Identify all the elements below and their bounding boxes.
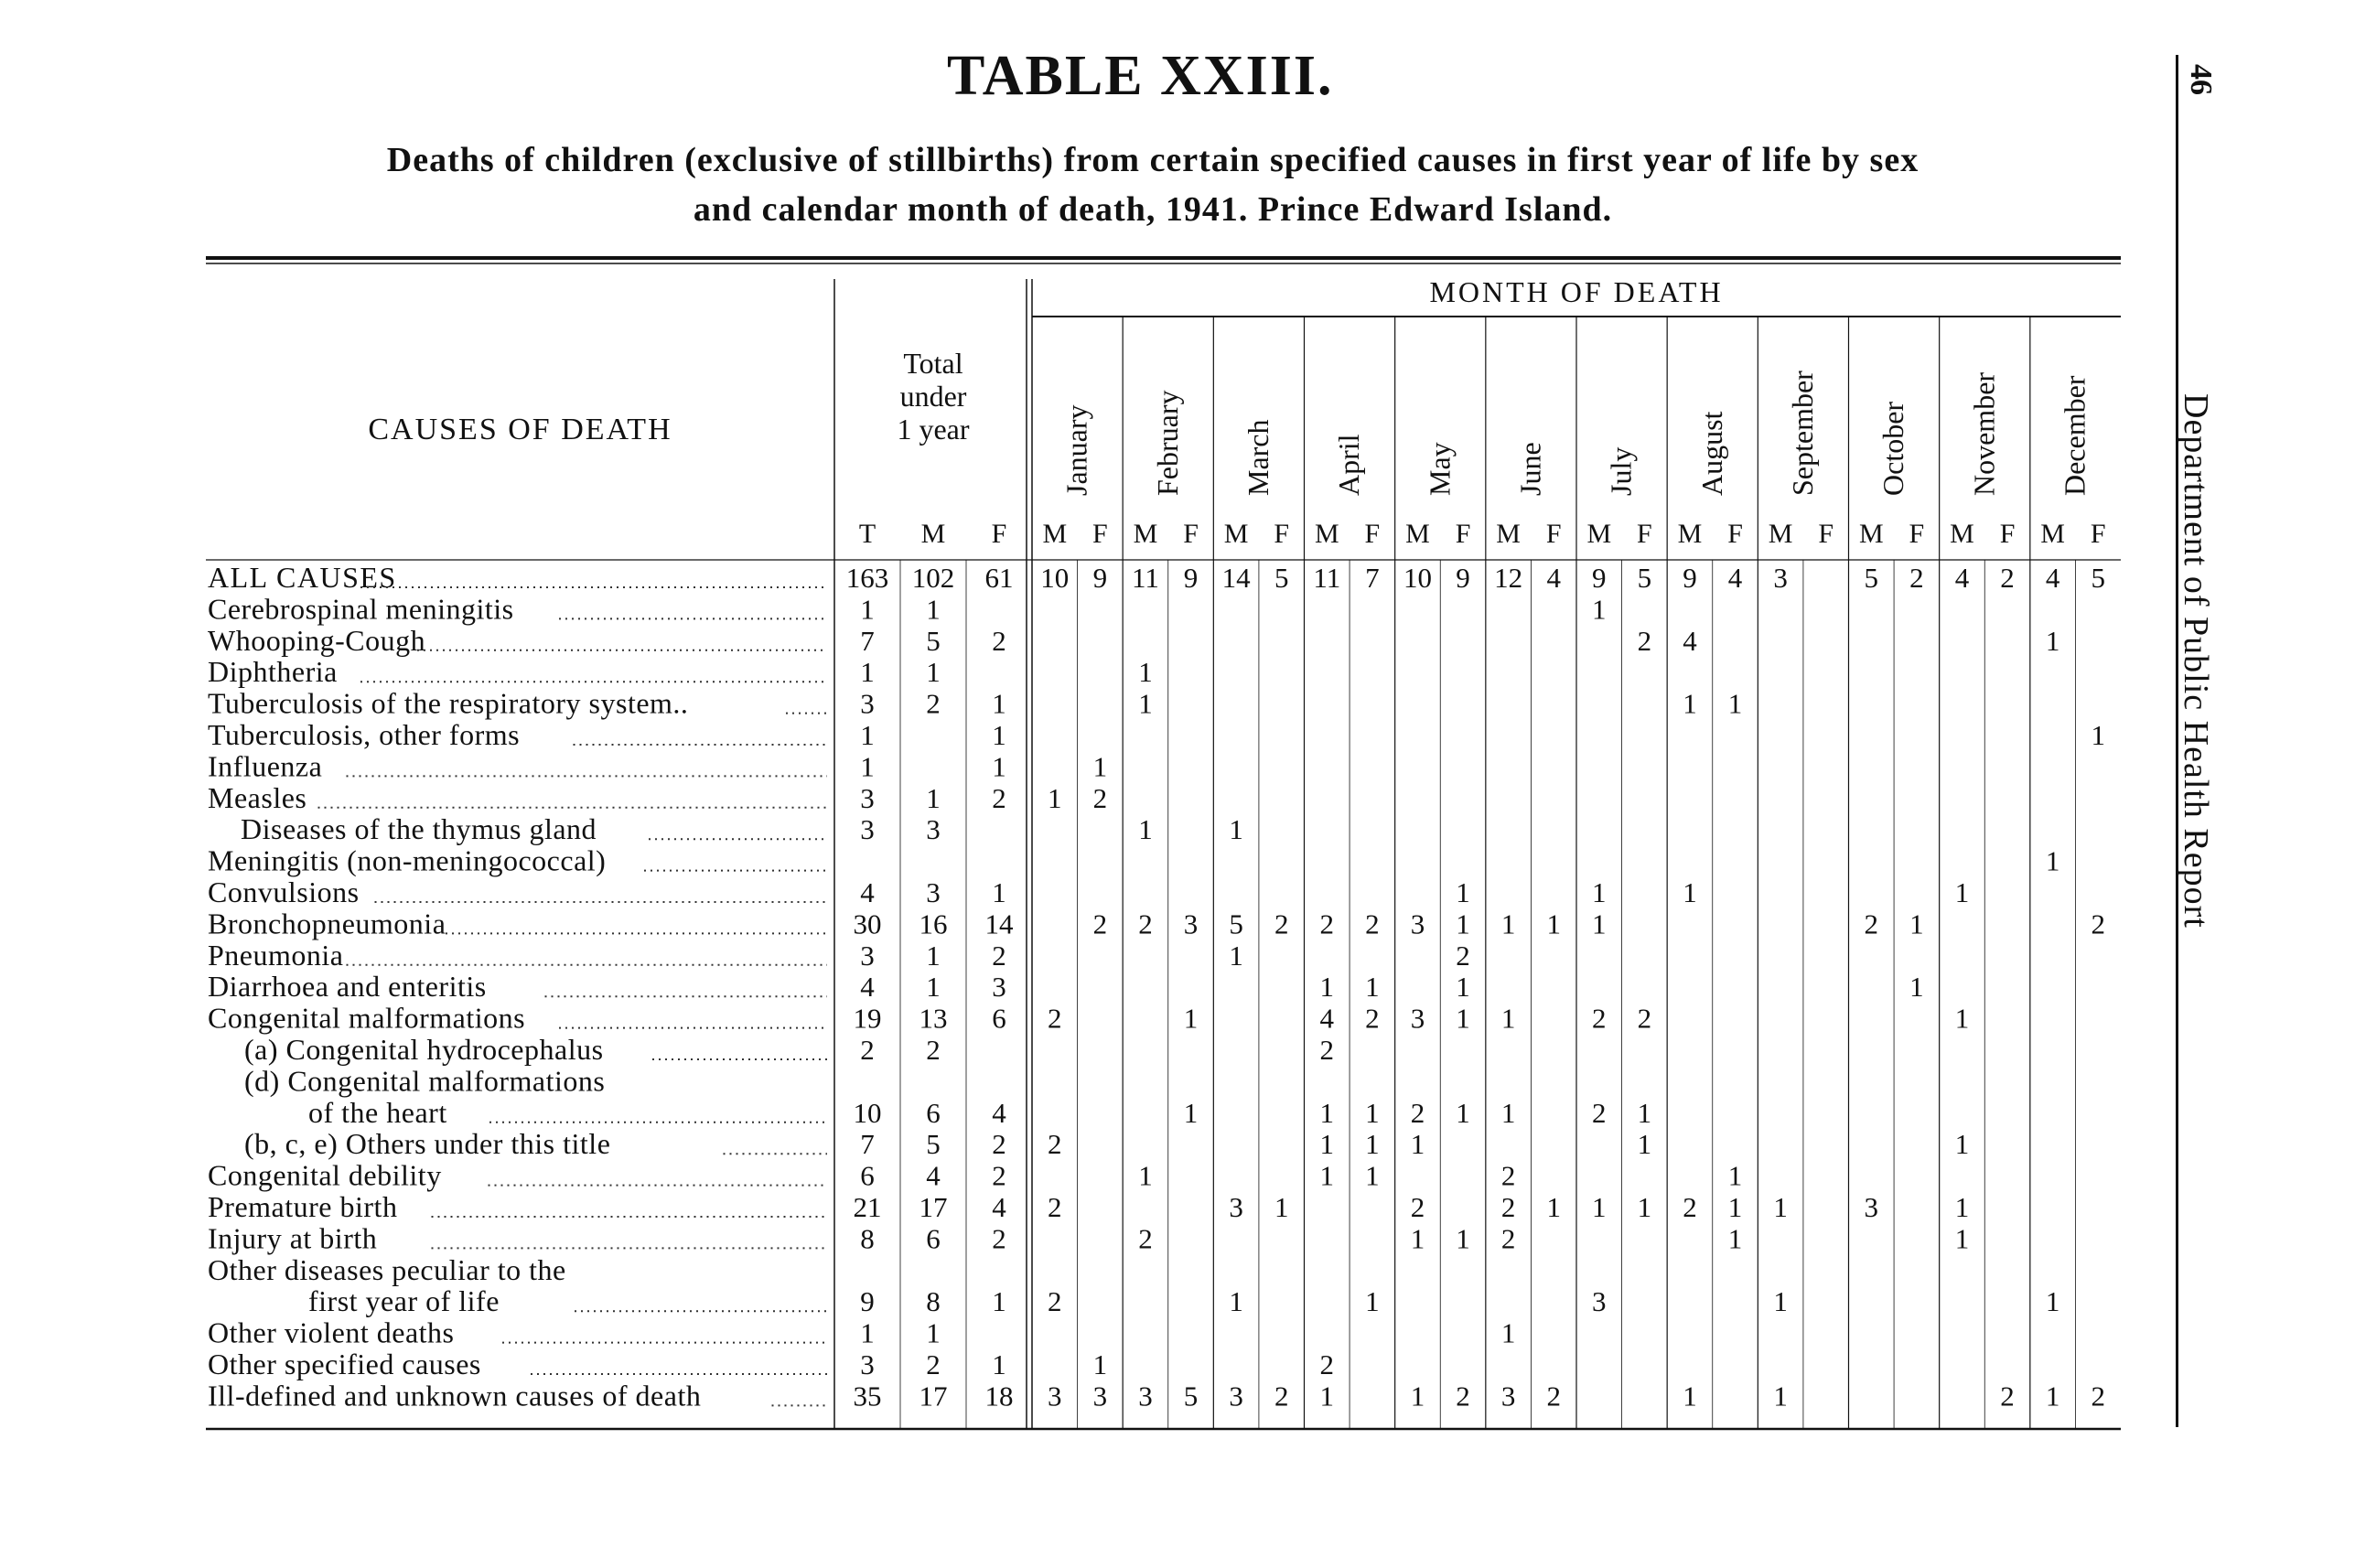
table-cell: 2 <box>926 687 941 720</box>
cause-label: Convulsions <box>208 875 360 908</box>
table-cell: 102 <box>911 562 955 594</box>
table-cell: 5 <box>1183 1380 1199 1412</box>
month-header-june: June <box>1513 442 1547 496</box>
table-cell: 1 <box>1229 1285 1243 1318</box>
table-cell: 5 <box>926 1128 941 1161</box>
table-cell: 6 <box>926 1222 941 1255</box>
table-cell: 30 <box>853 908 882 940</box>
table-cell: 18 <box>984 1380 1014 1412</box>
table-cell: 1 <box>860 719 875 751</box>
table-cell: 1 <box>1727 1222 1743 1255</box>
table-cell: 8 <box>860 1222 875 1255</box>
table-cell: 3 <box>860 939 875 972</box>
table-cell: 2 <box>860 1034 875 1066</box>
month-header-april: April <box>1332 434 1366 496</box>
subtitle-line-1: Deaths of children (exclusive of stillbirths) from certain specified causes in first year of life by sex <box>386 141 1919 179</box>
table-cell: 61 <box>984 562 1014 594</box>
table-cell: 17 <box>919 1380 948 1412</box>
table-cell: 1 <box>1365 1159 1380 1192</box>
table-cell: 1 <box>1773 1285 1788 1318</box>
month-header-october: October <box>1876 401 1910 496</box>
table-cell: 1 <box>1319 1380 1335 1412</box>
table-cell: 1 <box>1092 1348 1108 1380</box>
table-cell: 1 <box>1410 1222 1425 1255</box>
table-cell: 2 <box>1637 1002 1652 1035</box>
table-cell: 2 <box>1048 1002 1062 1035</box>
table-cell: 9 <box>1683 562 1697 594</box>
table-cell: 1 <box>1546 908 1561 940</box>
table-cell: 11 <box>1132 562 1159 594</box>
table-cell: 1 <box>992 1348 1006 1380</box>
month-sex-label: M <box>1768 519 1793 549</box>
table-cell: 1 <box>926 656 941 689</box>
cause-label: Tuberculosis of the respiratory system.. <box>208 686 689 720</box>
month-sex-label: M <box>2040 519 2065 549</box>
cause-label: Diphtheria <box>208 655 338 689</box>
table-cell: 2 <box>1138 908 1153 940</box>
table-cell: 2 <box>1319 1034 1335 1066</box>
table-cell: 4 <box>1727 562 1743 594</box>
table-cell: 1 <box>1092 750 1108 783</box>
table-cell: 1 <box>1683 876 1697 908</box>
table-cell: 1 <box>860 593 875 626</box>
cause-label: Other diseases peculiar to the <box>208 1252 566 1286</box>
table-cell: 3 <box>860 1348 875 1380</box>
table-cell: 1 <box>1456 1002 1470 1035</box>
table-cell: 9 <box>1592 562 1607 594</box>
table-cell: 1 <box>1456 876 1470 908</box>
table-cell: 1 <box>1319 971 1335 1004</box>
table-cell: 1 <box>1456 971 1470 1004</box>
table-cell: 2 <box>2091 908 2105 940</box>
table-cell: 1 <box>992 687 1006 720</box>
table-cell: 2 <box>926 1034 941 1066</box>
table-cell: 1 <box>926 593 941 626</box>
month-sex-label: M <box>1950 519 1974 549</box>
table-cell: 1 <box>1954 1191 1970 1223</box>
cause-label: Measles <box>208 780 307 814</box>
table-cell: 1 <box>1138 687 1153 720</box>
table-cell: 1 <box>2045 1380 2060 1412</box>
cause-label: Premature birth <box>208 1190 398 1223</box>
table-cell: 1 <box>1319 1128 1335 1161</box>
table-cell: 1 <box>1365 1285 1380 1318</box>
table-cell: 1 <box>1183 1002 1199 1035</box>
cause-label: (b, c, e) Others under this title <box>244 1127 611 1161</box>
table-cell: 2 <box>2000 1380 2015 1412</box>
table-cell: 1 <box>1592 593 1607 626</box>
table-cell: 2 <box>1319 908 1335 940</box>
total-sex-label: F <box>991 519 1007 549</box>
table-cell: 1 <box>2045 844 2060 877</box>
table-cell: 3 <box>1864 1191 1879 1223</box>
table-cell: 6 <box>992 1002 1006 1035</box>
table-cell: 5 <box>926 624 941 657</box>
cause-label: Injury at birth <box>208 1221 378 1255</box>
cause-label: (a) Congenital hydrocephalus <box>244 1033 604 1066</box>
table-cell: 9 <box>1183 562 1199 594</box>
table-cell: 1 <box>1637 1191 1652 1223</box>
month-sex-label: M <box>1314 519 1339 549</box>
table-cell: 1 <box>2045 1285 2060 1318</box>
table-cell: 4 <box>2045 562 2060 594</box>
cause-label: Congenital malformations <box>208 1001 526 1035</box>
table-cell: 5 <box>1637 562 1652 594</box>
table-cell: 2 <box>1592 1096 1607 1129</box>
table-cell: 19 <box>853 1002 882 1035</box>
table-cell: 2 <box>1864 908 1879 940</box>
table-cell: 3 <box>1048 1380 1062 1412</box>
table-cell: 1 <box>860 750 875 783</box>
table-cell: 4 <box>1954 562 1970 594</box>
table-cell: 14 <box>1221 562 1251 594</box>
cause-label: Cerebrospinal meningitis <box>208 592 514 626</box>
table-cell: 1 <box>1592 876 1607 908</box>
table-cell: 10 <box>1403 562 1432 594</box>
month-sex-label: M <box>1858 519 1884 549</box>
table-cell: 13 <box>919 1002 948 1035</box>
table-cell: 3 <box>1773 562 1788 594</box>
table-cell: 1 <box>1954 1002 1970 1035</box>
table-cell: 1 <box>1637 1096 1652 1129</box>
table-cell: 1 <box>1592 1191 1607 1223</box>
table-cell: 2 <box>992 1159 1006 1192</box>
table-cell: 2 <box>1365 1002 1380 1035</box>
table-cell: 2 <box>992 1128 1006 1161</box>
table-cell: 3 <box>860 813 875 846</box>
table-cell: 1 <box>1500 1096 1516 1129</box>
table-cell: 1 <box>860 656 875 689</box>
table-cell: 4 <box>992 1096 1006 1129</box>
table-cell: 2 <box>1500 1222 1516 1255</box>
cause-label: Bronchopneumonia <box>208 907 446 940</box>
table-cell: 1 <box>1410 1128 1425 1161</box>
table-cell: 1 <box>1727 1159 1743 1192</box>
table-cell: 2 <box>992 781 1006 814</box>
table-cell: 4 <box>1319 1002 1335 1035</box>
table-cell: 3 <box>926 813 941 846</box>
table-cell: 3 <box>1183 908 1199 940</box>
table-cell: 3 <box>1410 908 1425 940</box>
table-cell: 1 <box>1954 876 1970 908</box>
cause-label: ALL CAUSES <box>208 561 397 594</box>
table-cell: 2 <box>1274 1380 1289 1412</box>
month-sex-label: F <box>1909 519 1925 549</box>
table-cell: 4 <box>1546 562 1561 594</box>
month-sex-label: M <box>1586 519 1612 549</box>
month-sex-label: F <box>2090 519 2106 549</box>
table-cell: 3 <box>1500 1380 1516 1412</box>
table-cell: 1 <box>1138 813 1153 846</box>
table-cell: 4 <box>860 971 875 1004</box>
table-cell: 12 <box>1494 562 1523 594</box>
table-cell: 1 <box>2045 624 2060 657</box>
table-cell: 21 <box>853 1191 882 1223</box>
table-cell: 3 <box>1229 1191 1243 1223</box>
table-cell: 2 <box>1410 1191 1425 1223</box>
table-cell: 2 <box>1319 1348 1335 1380</box>
table-cell: 1 <box>1637 1128 1652 1161</box>
table-cell: 2 <box>1456 1380 1470 1412</box>
table-cell: 3 <box>860 781 875 814</box>
month-sex-label: M <box>1405 519 1430 549</box>
table-cell: 1 <box>1365 971 1380 1004</box>
table-cell: 1 <box>1500 908 1516 940</box>
table-cell: 1 <box>992 750 1006 783</box>
table-cell: 163 <box>845 562 889 594</box>
table-cell: 3 <box>926 876 941 908</box>
table-cell: 1 <box>1500 1316 1516 1349</box>
table-cell: 17 <box>919 1191 948 1223</box>
page-number: 46 <box>2184 64 2218 95</box>
cause-label: Congenital debility <box>208 1158 442 1192</box>
month-sex-label: F <box>1364 519 1381 549</box>
table-cell: 1 <box>1773 1380 1788 1412</box>
table-cell: 1 <box>992 719 1006 751</box>
table-cell: 1 <box>1365 1096 1380 1129</box>
table-cell: 1 <box>1319 1096 1335 1129</box>
table-cell: 14 <box>984 908 1014 940</box>
table-cell: 1 <box>992 876 1006 908</box>
table-cell: 1 <box>1138 656 1153 689</box>
table-cell: 1 <box>1683 1380 1697 1412</box>
table-title: TABLE XXIII. <box>947 45 1334 107</box>
table-cell: 2 <box>1909 562 1924 594</box>
table-cell: 4 <box>1683 624 1697 657</box>
month-sex-label: M <box>1496 519 1521 549</box>
table-cell: 1 <box>1500 1002 1516 1035</box>
table-cell: 1 <box>1909 908 1924 940</box>
month-sex-label: M <box>1677 519 1703 549</box>
table-cell: 1 <box>1274 1191 1289 1223</box>
month-sex-label: F <box>1818 519 1834 549</box>
table-cell: 1 <box>926 1316 941 1349</box>
cause-label: of the heart <box>308 1095 447 1129</box>
table-cell: 1 <box>1456 1222 1470 1255</box>
month-header-july: July <box>1604 446 1638 496</box>
table-cell: 1 <box>1138 1159 1153 1192</box>
month-header-february: February <box>1150 390 1184 496</box>
month-sex-label: M <box>1042 519 1068 549</box>
table-cell: 2 <box>992 624 1006 657</box>
cause-label: Meningitis (non-meningococcal) <box>208 843 607 877</box>
table-cell: 1 <box>1456 1096 1470 1129</box>
table-cell: 1 <box>926 939 941 972</box>
table-cell: 2 <box>2000 562 2015 594</box>
table-cell: 8 <box>926 1285 941 1318</box>
month-sex-label: F <box>1274 519 1290 549</box>
table-cell: 1 <box>1954 1128 1970 1161</box>
table-cell: 1 <box>1773 1191 1788 1223</box>
table-cell: 9 <box>1456 562 1470 594</box>
month-header-august: August <box>1694 411 1728 496</box>
cause-label: Ill-defined and unknown causes of death <box>208 1379 702 1412</box>
table-cell: 1 <box>1954 1222 1970 1255</box>
table-cell: 2 <box>1546 1380 1561 1412</box>
table-cell: 5 <box>1864 562 1879 594</box>
table-cell: 2 <box>1092 781 1108 814</box>
cause-label: Other specified causes <box>208 1348 481 1380</box>
total-sex-label: M <box>920 519 946 549</box>
table-cell: 1 <box>1229 939 1243 972</box>
cause-label: Diarrhoea and enteritis <box>208 970 487 1004</box>
table-cell: 9 <box>1092 562 1108 594</box>
table-cell: 1 <box>992 1285 1006 1318</box>
cause-label: Other violent deaths <box>208 1316 455 1349</box>
table-cell: 5 <box>1274 562 1289 594</box>
table-cell: 1 <box>1683 687 1697 720</box>
table-cell: 2 <box>1637 624 1652 657</box>
cause-label: Diseases of the thymus gland <box>241 812 597 846</box>
month-sex-label: F <box>1092 519 1108 549</box>
table-cell: 1 <box>1048 781 1062 814</box>
table-cell: 2 <box>1138 1222 1153 1255</box>
table-cell: 1 <box>1456 908 1470 940</box>
month-sex-label: F <box>1455 519 1471 549</box>
table-cell: 2 <box>1365 908 1380 940</box>
table-cell: 2 <box>2091 1380 2105 1412</box>
table-cell: 5 <box>2091 562 2105 594</box>
table-cell: 7 <box>1365 562 1380 594</box>
table-cell: 2 <box>1500 1191 1516 1223</box>
table-cell: 4 <box>992 1191 1006 1223</box>
table-cell: 7 <box>860 1128 875 1161</box>
month-sex-label: F <box>1183 519 1199 549</box>
month-header-may: May <box>1423 442 1457 496</box>
month-group-header: MONTH OF DEATH <box>1429 275 1724 308</box>
total-header-line: under <box>899 380 967 413</box>
table-cell: 1 <box>1319 1159 1335 1192</box>
table-cell: 3 <box>1229 1380 1243 1412</box>
month-header-september: September <box>1785 371 1819 496</box>
table-cell: 11 <box>1313 562 1341 594</box>
table-cell: 1 <box>860 1316 875 1349</box>
table-cell: 3 <box>1138 1380 1153 1412</box>
table-cell: 2 <box>1274 908 1289 940</box>
table-cell: 3 <box>1092 1380 1108 1412</box>
month-sex-label: F <box>1727 519 1743 549</box>
table-cell: 2 <box>926 1348 941 1380</box>
month-sex-label: F <box>1637 519 1652 549</box>
table-cell: 2 <box>992 1222 1006 1255</box>
table-cell: 2 <box>1500 1159 1516 1192</box>
table-cell: 7 <box>860 624 875 657</box>
table-cell: 1 <box>1909 971 1924 1004</box>
table-cell: 6 <box>860 1159 875 1192</box>
cause-label: Pneumonia <box>208 938 344 972</box>
table-cell: 1 <box>1727 687 1743 720</box>
month-header-january: January <box>1059 404 1093 496</box>
month-header-march: March <box>1241 419 1274 496</box>
month-header-december: December <box>2058 375 2092 496</box>
table-cell: 3 <box>1592 1285 1607 1318</box>
causes-header: CAUSES OF DEATH <box>368 413 672 446</box>
table-cell: 1 <box>926 971 941 1004</box>
table-cell: 2 <box>1048 1285 1062 1318</box>
month-sex-label: F <box>1999 519 2016 549</box>
table-cell: 2 <box>1456 939 1470 972</box>
month-sex-label: M <box>1223 519 1249 549</box>
cause-label: Whooping-Cough <box>208 623 426 657</box>
cause-label: first year of life <box>308 1284 500 1318</box>
table-cell: 2 <box>1048 1128 1062 1161</box>
month-header-november: November <box>1967 371 2001 496</box>
table-cell: 1 <box>2091 719 2105 751</box>
total-header-line: 1 year <box>897 413 970 446</box>
table-cell: 10 <box>1040 562 1070 594</box>
table-cell: 2 <box>992 939 1006 972</box>
table-cell: 2 <box>1092 908 1108 940</box>
total-header-line: Total <box>903 347 963 380</box>
table-cell: 3 <box>860 687 875 720</box>
subtitle-line-2: and calendar month of death, 1941. Prince Edward Island. <box>693 190 1613 229</box>
table-cell: 2 <box>1683 1191 1697 1223</box>
table-cell: 6 <box>926 1096 941 1129</box>
month-sex-label: M <box>1133 519 1158 549</box>
table-cell: 4 <box>860 876 875 908</box>
table-cell: 16 <box>919 908 948 940</box>
month-sex-label: F <box>1545 519 1562 549</box>
table-cell: 3 <box>992 971 1006 1004</box>
cause-label: Tuberculosis, other forms <box>208 718 521 751</box>
cause-label: (d) Congenital malformations <box>244 1064 606 1098</box>
table-cell: 10 <box>853 1096 882 1129</box>
table-cell: 1 <box>1727 1191 1743 1223</box>
table-cell: 2 <box>1048 1191 1062 1223</box>
table-cell: 1 <box>1410 1380 1425 1412</box>
table-cell: 1 <box>1592 908 1607 940</box>
table-cell: 5 <box>1229 908 1243 940</box>
cause-label: Influenza <box>208 749 323 783</box>
table-cell: 3 <box>1410 1002 1425 1035</box>
table-cell: 2 <box>1410 1096 1425 1129</box>
table-cell: 1 <box>1229 813 1243 846</box>
running-title: Department of Public Health Report <box>2177 393 2215 929</box>
table-cell: 9 <box>860 1285 875 1318</box>
total-sex-label: T <box>858 519 876 549</box>
table-cell: 1 <box>1365 1128 1380 1161</box>
table-cell: 1 <box>1546 1191 1561 1223</box>
table-cell: 35 <box>853 1380 882 1412</box>
table-cell: 1 <box>926 781 941 814</box>
table-cell: 1 <box>1183 1096 1199 1129</box>
table-cell: 4 <box>926 1159 941 1192</box>
table-cell: 2 <box>1592 1002 1607 1035</box>
